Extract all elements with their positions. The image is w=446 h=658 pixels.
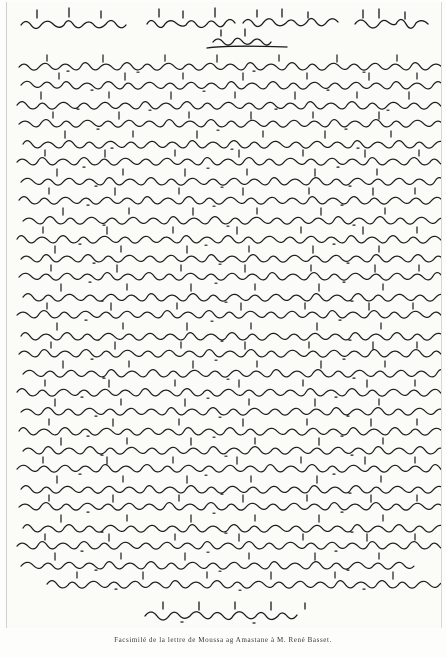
handwritten-line (7, 572, 441, 591)
letter-header-handwriting (7, 6, 441, 54)
handwritten-line (7, 476, 441, 495)
handwritten-line (7, 323, 441, 342)
handwritten-line (7, 457, 441, 476)
handwritten-line (7, 150, 441, 169)
handwritten-line (7, 169, 441, 188)
signature-handwriting (137, 600, 327, 626)
handwritten-line (7, 227, 441, 246)
handwritten-line (7, 54, 441, 73)
handwritten-line (7, 495, 441, 514)
handwritten-line (7, 438, 441, 457)
handwritten-line (7, 208, 441, 227)
handwritten-line (7, 303, 441, 322)
handwritten-line (7, 380, 441, 399)
handwritten-line (7, 73, 441, 92)
handwritten-line (7, 188, 441, 207)
handwritten-line (7, 265, 441, 284)
handwritten-line (7, 361, 441, 380)
handwritten-line (7, 419, 441, 438)
handwritten-line (7, 246, 441, 265)
handwritten-line (7, 342, 441, 361)
letter-body (7, 54, 441, 591)
handwritten-line (7, 553, 441, 572)
handwritten-line (7, 131, 441, 150)
handwritten-line (7, 284, 441, 303)
handwritten-line (7, 399, 441, 418)
handwritten-line (7, 515, 441, 534)
handwritten-line (7, 534, 441, 553)
facsimile-caption: Facsimilé de la lettre de Moussa ag Amastane à M. René Basset. (114, 636, 332, 644)
handwritten-letter-facsimile (6, 2, 442, 628)
handwritten-line (7, 92, 441, 111)
handwritten-line (7, 112, 441, 131)
